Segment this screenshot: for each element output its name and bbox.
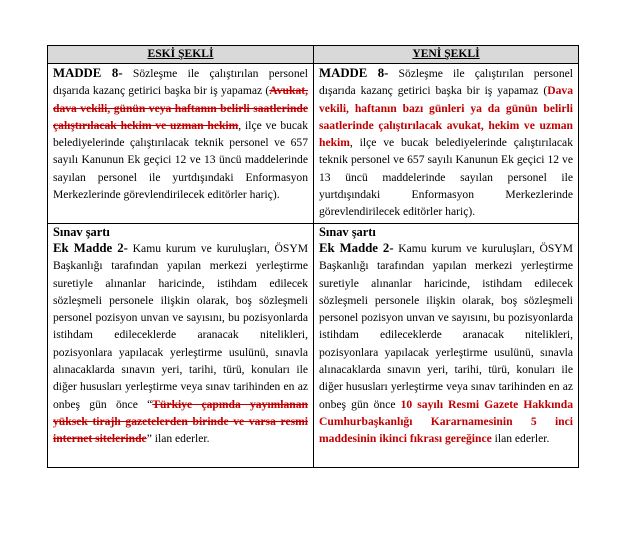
comparison-table: [47, 45, 579, 468]
article-label: MADDE 8-: [53, 66, 123, 80]
article-text: Sözleşme ile çalıştırılan personel dışarıda kazanç getirici başka bir iş yapamaz (: [319, 67, 574, 98]
article-text: , ilçe ve bucak belediyelerinde çalıştırılacak teknik personel ve 657 sayılı Kanunun Ek geçici 12 ve 13 üncü maddelerinde sayılan personel ile yurtdışındaki Enformasyon Merkezlerinde görevlendirilecek editörler hariç).: [319, 136, 573, 219]
deleted-text: Avukat, dava vekili, günün veya haftanın belirli saatlerinde çalıştırılacak hekim ve uzman hekim: [53, 84, 308, 132]
article-8-new-text: [314, 64, 579, 224]
article-8-row: [48, 64, 579, 224]
deleted-text: Türkiye çapında yayımlanan yüksek tirajlı gazetelerden birinde ve varsa resmi internet sitelerinde: [53, 397, 308, 446]
additional-article-2-new-text: [314, 224, 579, 468]
additional-article-2-old-text: [48, 224, 314, 468]
article-text: Kamu kurum ve kuruluşları, ÖSYM Başkanlığı tarafından yapılan merkezi yerleştirme suretiyle alınanlar haricinde, istihdam edilecek sözleşmeli personele ilişkin olarak, boş sözleşmeli personel pozisyon unvan ve sayısını, bu pozisyonlarda istihdam edileceklerde aranacak nitelikleri, pozisyonlara yapılacak yerleştirme usulünü, sınavla alınacaklarda sınavın yeri, tarihi, türü, konuları ile diğer hususları yerleştirme veya sınav tarihinden en az onbeş gün önce: [319, 242, 573, 411]
article-label: MADDE 8-: [319, 66, 389, 80]
article-text: ilan ederler.: [491, 432, 550, 446]
article-text: Kamu kurum ve kuruluşları, ÖSYM Başkanlığı tarafından yapılan merkezi yerleştirme suretiyle alınanlar haricinde, istihdam edilecek sözleşmeli personele ilişkin olarak, boş sözleşmeli personel pozisyon unvan ve sayısını, bu pozisyonlarda istihdam edileceklerde aranacak nitelikleri, pozisyonlara yapılacak yerleştirme usulünü, sınavla alınacaklarda sınavın yeri, tarihi, türü, konuları ile diğer hususları yerleştirme veya sınav tarihinden en az onbeş gün önce “: [53, 242, 309, 411]
article-text: ” ilan ederler.: [146, 432, 210, 446]
article-text: Sözleşme ile çalıştırılan personel dışarıda kazanç getirici başka bir iş yapamaz (: [53, 67, 308, 98]
section-heading: Sınav şartı: [53, 225, 110, 239]
article-text: , ilçe ve bucak belediyelerinde çalıştırılacak teknik personel ve 657 sayılı Kanunun Ek geçici 12 ve 13 üncü maddelerinde sayılan personel ile yurtdışındaki Enformasyon Merkezlerinde görevlendirilecek editörler hariç).: [53, 118, 308, 202]
added-text: 10 sayılı Resmi Gazete Hakkında Cumhurbaşkanlığı Kararnamesinin 5 inci maddesinin ikinci fıkrası gereğince: [319, 397, 573, 446]
section-heading: Sınav şartı: [319, 225, 376, 239]
old-version-header: [48, 46, 314, 64]
article-8-old-text: [48, 64, 314, 224]
added-text: Dava vekili, haftanın bazı günleri ya da günün belirli saatlerinde çalıştırılacak avukat, hekim ve uzman hekim: [319, 84, 573, 150]
new-version-header-text: YENİ ŞEKLİ: [412, 47, 480, 60]
article-label: Ek Madde 2-: [319, 241, 394, 255]
header-row: [48, 46, 579, 64]
old-version-header-text: ESKİ ŞEKLİ: [147, 47, 214, 60]
article-label: Ek Madde 2-: [53, 241, 128, 255]
additional-article-2-row: [48, 224, 579, 468]
new-version-header: [314, 46, 579, 64]
